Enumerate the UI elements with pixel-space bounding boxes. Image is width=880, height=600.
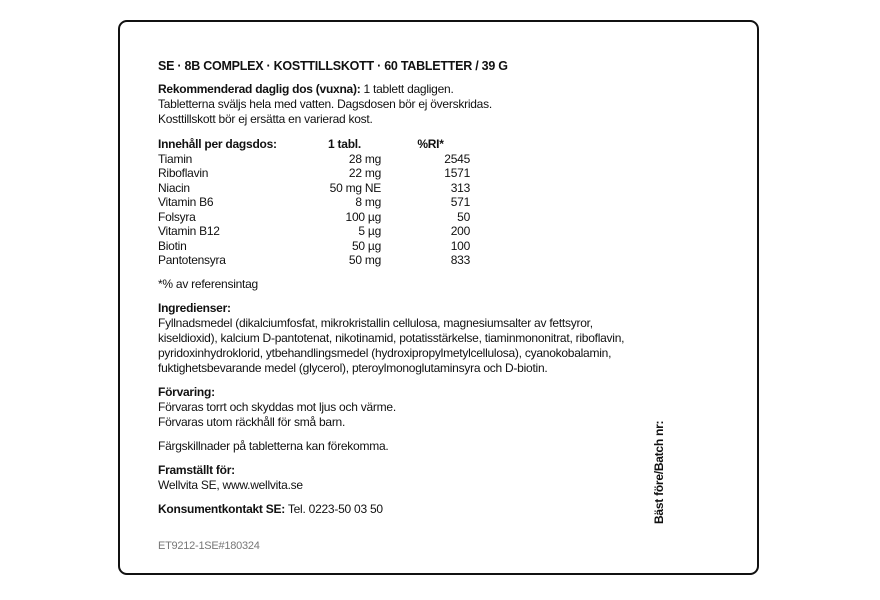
nutrient-name: Pantotensyra [158,253,226,267]
ri-footnote: *% av referensintag [158,276,258,291]
nutrition-row [158,195,470,210]
manufacturer-heading: Framställt för: [158,462,235,477]
nutrition-header-amount: 1 tabl. [328,137,361,151]
nutrient-ri: 1571 [444,166,470,180]
label-content [158,59,638,554]
ingredients-line: kiseldioxid), kalcium D-pantotenat, nikotinamid, potatisstärkelse, tiaminmononitrat, riboflavin, [158,330,625,345]
dosage-label: Rekommenderad daglig dos (vuxna): [158,82,361,96]
product-label [118,20,759,575]
color-note: Färgskillnader på tabletterna kan förekomma. [158,438,389,453]
storage-section [158,385,638,430]
consumer-contact [158,502,638,517]
ingredients-section [158,301,638,376]
nutrient-name: Tiamin [158,151,193,166]
nutrient-ri: 833 [450,253,470,267]
nutrition-header-row [158,137,470,152]
nutrition-header-ri: %RI* [417,137,444,151]
storage-line-1: Förvaras torrt och skyddas mot ljus och värme. [158,399,396,414]
nutrient-name: Riboflavin [158,166,209,180]
nutrition-row [158,239,470,254]
nutrient-ri: 2545 [444,151,470,166]
ingredients-line: pyridoxinhydroklorid, ytbehandlingsmedel (hydroxipropylmetylcellulosa), cyanokobalamin, [158,345,612,360]
nutrient-amount: 8 mg [355,195,381,209]
manufacturer-section [158,463,638,493]
dosage-section [158,82,638,127]
nutrition-table [158,137,470,268]
contact-label: Konsumentkontakt SE: [158,501,286,516]
nutrient-amount: 22 mg [348,166,381,180]
nutrient-amount: 50 µg [351,238,381,253]
nutrient-name: Biotin [158,238,187,253]
nutrition-row [158,224,470,239]
nutrient-name: Vitamin B12 [158,224,220,238]
nutrient-amount: 28 mg [348,151,381,166]
nutrient-ri: 571 [450,195,470,209]
ingredients-line: Fyllnadsmedel (dikalciumfosfat, mikrokristallin cellulosa, magnesiumsalter av fettsyror, [158,315,593,330]
nutrition-row [158,166,470,181]
nutrient-ri: 100 [450,238,470,253]
contact-value: Tel. 0223-50 03 50 [285,501,383,516]
ingredients-heading: Ingredienser: [158,300,231,315]
nutrient-ri: 200 [450,224,470,238]
nutrient-name: Vitamin B6 [158,195,214,209]
ingredients-line: fuktighetsbevarande medel (glycerol), pteroylmonoglutaminsyra och D-biotin. [158,360,548,375]
dosage-value: 1 tablett dagligen. [360,82,454,96]
storage-heading: Förvaring: [158,384,215,399]
nutrient-name: Niacin [158,180,190,195]
dosage-line-2: Tabletterna sväljs hela med vatten. Dagsdosen bör ej överskridas. [158,97,492,111]
nutrient-amount: 5 µg [358,224,381,238]
nutrient-ri: 313 [450,180,470,195]
nutrition-row [158,181,470,196]
product-code: ET9212-1SE#180324 [158,539,260,552]
dosage-line-3: Kosttillskott bör ej ersätta en varierad kost. [158,112,373,126]
nutrient-amount: 100 µg [345,209,381,224]
nutrient-amount: 50 mg [348,253,381,267]
nutrition-row [158,253,470,268]
nutrition-row [158,152,470,167]
storage-line-2: Förvaras utom räckhåll för små barn. [158,414,346,429]
manufacturer-value: Wellvita SE, www.wellvita.se [158,477,303,492]
nutrient-amount: 50 mg NE [329,180,381,195]
nutrition-row [158,210,470,225]
nutrient-name: Folsyra [158,209,196,224]
nutrient-ri: 50 [457,209,470,224]
batch-label: Bäst före/Batch nr: [652,420,666,524]
nutrition-header-content: Innehåll per dagsdos: [158,137,277,151]
product-title: SE · 8B COMPLEX · KOSTTILLSKOTT · 60 TABLETTER / 39 G [158,59,508,73]
